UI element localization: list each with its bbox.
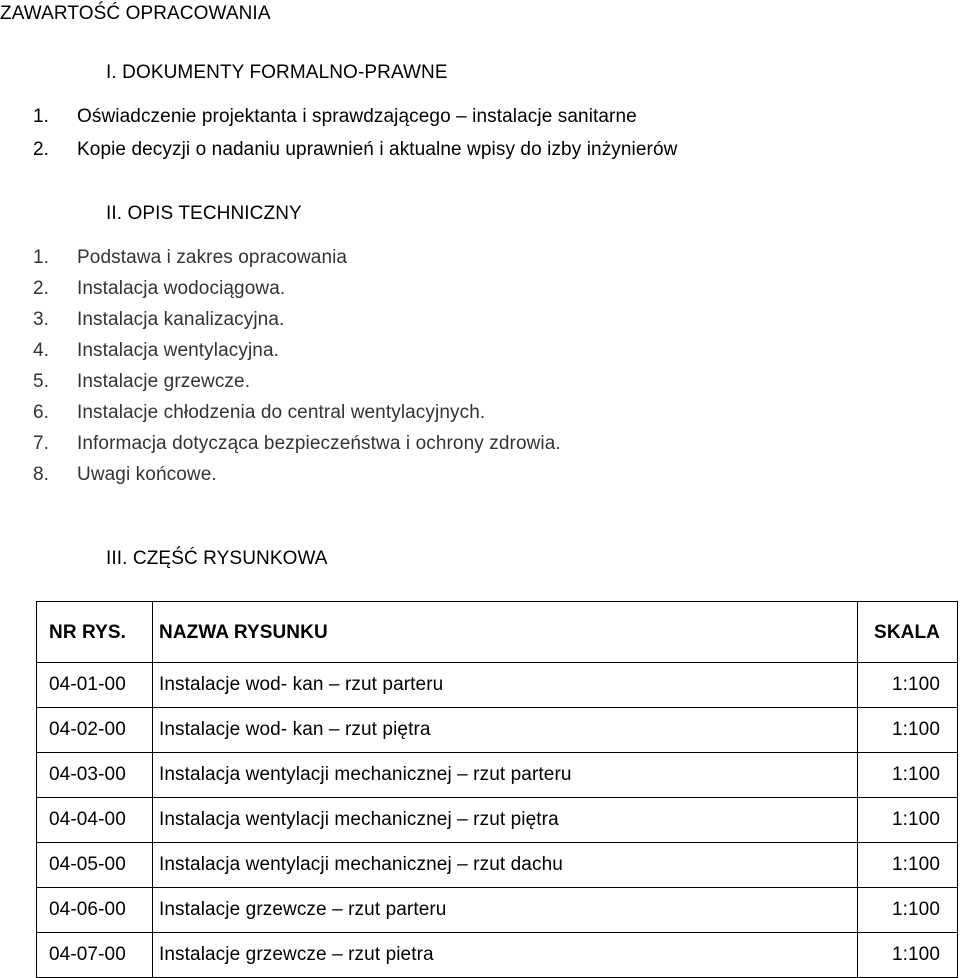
list-item-text: Instalacja kanalizacyjna.	[77, 309, 285, 330]
table-header-row	[37, 602, 958, 663]
list-item-number: 1.	[33, 247, 50, 268]
table-row	[37, 708, 958, 753]
drawing-scale-cell: 1:100	[858, 888, 958, 933]
list-item-text: Informacja dotycząca bezpieczeństwa i ochrony zdrowia.	[77, 433, 561, 454]
drawing-number-cell: 04-03-00	[37, 753, 153, 798]
drawing-scale-cell: 1:100	[858, 798, 958, 843]
drawing-scale-cell: 1:100	[858, 708, 958, 753]
list-item-number: 2.	[33, 139, 50, 160]
drawing-number-cell: 04-01-00	[37, 663, 153, 708]
drawing-name-cell: Instalacja wentylacji mechanicznej – rzut piętra	[153, 798, 858, 843]
section-heading-formal: I. DOKUMENTY FORMALNO-PRAWNE	[106, 62, 448, 83]
drawing-name-cell: Instalacja wentylacji mechanicznej – rzut dachu	[153, 843, 858, 888]
drawing-number-cell: 04-06-00	[37, 888, 153, 933]
list-item-text: Podstawa i zakres opracowania	[77, 247, 348, 268]
list-item-number: 7.	[33, 433, 50, 454]
list-item-number: 6.	[33, 402, 50, 423]
table-row	[37, 753, 958, 798]
column-header-name: NAZWA RYSUNKU	[153, 602, 858, 663]
list-item-text: Instalacja wentylacyjna.	[77, 340, 280, 361]
column-header-scale: SKALA	[858, 602, 958, 663]
drawing-number-cell: 04-05-00	[37, 843, 153, 888]
table-row	[37, 663, 958, 708]
list-item-text: Oświadczenie projektanta i sprawdzającego – instalacje sanitarne	[77, 106, 637, 127]
list-item-number: 4.	[33, 340, 50, 361]
drawing-number-cell: 04-02-00	[37, 708, 153, 753]
table-row	[37, 888, 958, 933]
drawing-name-cell: Instalacje grzewcze – rzut parteru	[153, 888, 858, 933]
drawing-scale-cell: 1:100	[858, 663, 958, 708]
drawing-number-cell: 04-07-00	[37, 933, 153, 978]
column-header-nr: NR RYS.	[37, 602, 153, 663]
table-row	[37, 798, 958, 843]
drawing-scale-cell: 1:100	[858, 933, 958, 978]
drawing-name-cell: Instalacja wentylacji mechanicznej – rzut parteru	[153, 753, 858, 798]
list-item-number: 3.	[33, 309, 50, 330]
drawing-name-cell: Instalacje wod- kan – rzut piętra	[153, 708, 858, 753]
drawing-scale-cell: 1:100	[858, 753, 958, 798]
list-item-text: Instalacja wodociągowa.	[77, 278, 286, 299]
drawing-scale-cell: 1:100	[858, 843, 958, 888]
drawings-table	[36, 601, 958, 978]
section-heading-technical: II. OPIS TECHNICZNY	[106, 203, 302, 224]
list-item-text: Instalacje grzewcze.	[77, 371, 251, 392]
section-heading-drawings: III. CZĘŚĆ RYSUNKOWA	[106, 548, 328, 569]
drawing-name-cell: Instalacje wod- kan – rzut parteru	[153, 663, 858, 708]
list-item-text: Instalacje chłodzenia do central wentylacyjnych.	[77, 402, 486, 423]
drawing-number-cell: 04-04-00	[37, 798, 153, 843]
table-row	[37, 843, 958, 888]
list-item-number: 2.	[33, 278, 50, 299]
list-item-number: 8.	[33, 464, 50, 485]
list-item-text: Uwagi końcowe.	[77, 464, 217, 485]
document-title: ZAWARTOŚĆ OPRACOWANIA	[0, 3, 271, 24]
list-item-number: 5.	[33, 371, 50, 392]
list-item-text: Kopie decyzji o nadaniu uprawnień i aktualne wpisy do izby inżynierów	[77, 139, 678, 160]
list-item-number: 1.	[33, 106, 50, 127]
table-row	[37, 933, 958, 978]
drawing-name-cell: Instalacje grzewcze – rzut pietra	[153, 933, 858, 978]
